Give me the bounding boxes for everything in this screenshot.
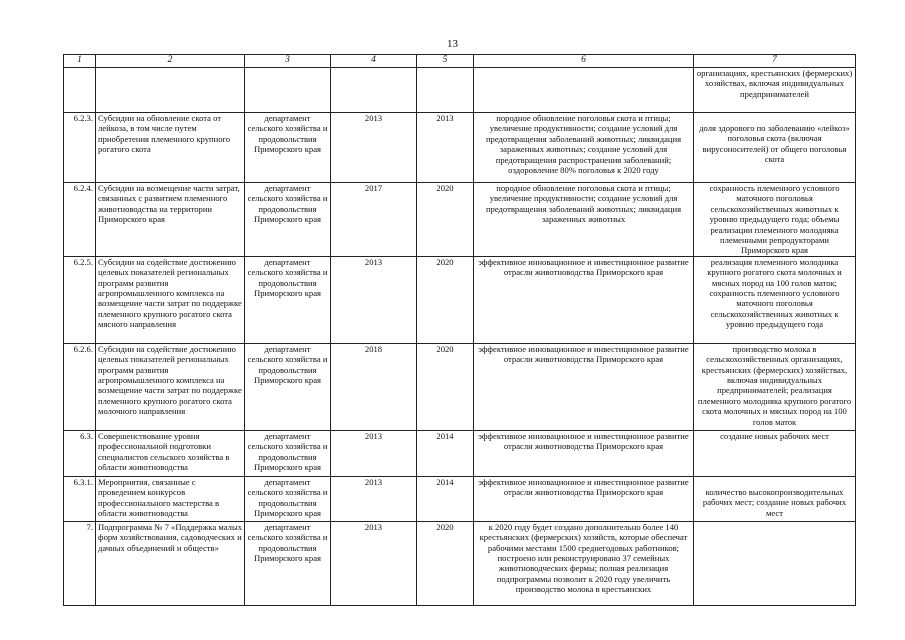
- result-cell: [474, 521, 694, 605]
- activity-name-cell-text: Подпрограмма № 7 «Поддержка малых форм хозяйствования, садоводческих и дачных объединений и обществ»: [98, 521, 243, 553]
- start-year-cell-text: 2018: [364, 343, 383, 354]
- indicator-cell-text: создание новых рабочих мест: [720, 430, 829, 441]
- activity-name-cell: [96, 521, 245, 605]
- executor-cell: [245, 476, 331, 521]
- indicator-cell: [694, 343, 856, 430]
- start-year-cell: [331, 183, 417, 257]
- result-cell: [474, 183, 694, 257]
- end-year-cell: [417, 476, 474, 521]
- table-row: [64, 430, 856, 476]
- header-cell: 7: [694, 55, 856, 68]
- table-row: [64, 183, 856, 257]
- end-year-cell-text: 2013: [436, 113, 454, 123]
- executor-cell: [245, 343, 331, 430]
- start-year-cell: [331, 476, 417, 521]
- result-cell-text: породное обновление поголовья скота и птицы; увеличение продуктивности; создание условий для предотвращения заболеваний животных; ликвидация зараженных животных; создание условий для предотвращения распространения заболеваний; оздоровление 80% поголовья к 2020 году: [485, 113, 682, 176]
- row-number-cell: [64, 113, 96, 183]
- header-cell: 3: [245, 55, 331, 68]
- indicator-cell-text: сохранность племенного условного маточного поголовья сельскохозяйственных животных к уровню предыдущего года; объемы реализации племенного молодняка племенными репродукторами Приморского края: [709, 183, 840, 256]
- result-cell: [474, 343, 694, 430]
- result-cell: [474, 476, 694, 521]
- activity-name-cell: [96, 256, 245, 343]
- start-year-cell: [331, 256, 417, 343]
- end-year-cell: [417, 343, 474, 430]
- row-number-cell-text: 6.3.: [80, 430, 93, 441]
- executor-cell-text: департамент сельского хозяйства и продовольствия Приморского края: [247, 183, 328, 225]
- result-cell: [474, 430, 694, 476]
- end-year-cell: [417, 521, 474, 605]
- header-cell: 2: [96, 55, 245, 68]
- indicator-cell: [694, 430, 856, 476]
- result-cell-text: эффективное инновационное и инвестиционное развитие отрасли животноводства Приморского края: [478, 256, 689, 278]
- indicator-cell: [694, 476, 856, 521]
- table-row: [64, 343, 856, 430]
- row-number-cell: [64, 343, 96, 430]
- activity-name-cell: [96, 183, 245, 257]
- end-year-cell: [417, 430, 474, 476]
- start-year-cell-text: 2013: [364, 113, 383, 123]
- row-number-cell: [64, 256, 96, 343]
- header-cell: 5: [417, 55, 474, 68]
- end-year-cell-text: 2020: [436, 521, 454, 532]
- executor-cell: [245, 256, 331, 343]
- start-year-cell-text: 2013: [364, 256, 383, 267]
- end-year-cell: [417, 256, 474, 343]
- end-year-cell-text: 2020: [436, 183, 454, 193]
- activity-name-cell-text: Мероприятия, связанные с проведением конкурсов профессионального мастерства в области животноводства: [98, 476, 220, 519]
- result-cell-text: эффективное инновационное и инвестиционное развитие отрасли животноводства Приморского края: [478, 476, 689, 498]
- row-number-cell: [64, 476, 96, 521]
- row-number-cell-text: 7.: [86, 521, 93, 532]
- end-year-cell-text: 2020: [436, 256, 454, 267]
- executor-cell: [245, 521, 331, 605]
- end-year-cell-text: 2020: [436, 343, 454, 354]
- indicator-cell: [694, 521, 856, 605]
- result-cell-text: эффективное инновационное и инвестиционное развитие отрасли животноводства Приморского края: [478, 430, 689, 452]
- indicator-cell: организациях, крестьянских (фермерских) хозяйствах, включая индивидуальных предпринимателей: [694, 68, 856, 113]
- executor-cell-text: департамент сельского хозяйства и продовольствия Приморского края: [247, 256, 328, 299]
- table-row: [64, 256, 856, 343]
- start-year-cell: [331, 343, 417, 430]
- start-year-cell-text: 2013: [364, 476, 383, 487]
- end-year-cell-text: 2014: [436, 476, 454, 487]
- header-cell: 4: [331, 55, 417, 68]
- header-cell: 6: [474, 55, 694, 68]
- indicator-cell-text: реализация племенного молодняка крупного рогатого скота молочных и мясных пород на 100 голов маток; сохранность племенного условного маточного поголовья сельскохозяйственных животных к уровню предыдущего года: [707, 256, 842, 330]
- indicator-cell-text: производство молока в сельскохозяйственных организациях, крестьянских (фермерских) хозяйствах, включая индивидуальных предпринимателей; реализация племенного молодняка крупного рогатого скота молочных и мясных пород на 100 голов маток: [697, 343, 852, 427]
- end-year-cell: [417, 113, 474, 183]
- activity-name-cell-text: Субсидии на возмещение части затрат, связанных с развитием племенного животноводства на территории Приморского края: [98, 183, 240, 225]
- executor-cell: [245, 430, 331, 476]
- row-number-cell-text: 6.2.3.: [73, 113, 93, 123]
- result-cell: [474, 256, 694, 343]
- activity-name-cell: [96, 113, 245, 183]
- indicator-cell: [694, 256, 856, 343]
- table-row: [64, 521, 856, 605]
- activity-name-cell: [96, 476, 245, 521]
- result-cell-text: к 2020 году будет создано дополнительно более 140 крестьянских (фермерских) хозяйств, которые обеспечат рабочими местами 1500 среднегодовых работников; построено или реконструировано 37 семейных животноводческих фермы; полная реализация подпрограммы позволит к 2020 году увеличить производство молока в крестьянских: [479, 521, 688, 595]
- continued-row: [64, 68, 856, 113]
- row-number-cell: [64, 183, 96, 257]
- header-cell: 1: [64, 55, 96, 68]
- table-row: [64, 476, 856, 521]
- table-row: [64, 113, 856, 183]
- indicator-cell: [694, 113, 856, 183]
- start-year-cell-text: 2013: [364, 430, 383, 441]
- executor-cell: [245, 113, 331, 183]
- result-cell-text: эффективное инновационное и инвестиционное развитие отрасли животноводства Приморского края: [478, 343, 689, 365]
- start-year-cell-text: 2017: [364, 183, 383, 193]
- row-number-cell: [64, 521, 96, 605]
- activity-name-cell-text: Совершенствование уровня профессиональной подготовки специалистов сельского хозяйства в области животноводства: [98, 430, 230, 473]
- page-number: 13: [447, 38, 458, 50]
- executor-cell-text: департамент сельского хозяйства и продовольствия Приморского края: [247, 521, 328, 564]
- end-year-cell: [417, 183, 474, 257]
- executor-cell-text: департамент сельского хозяйства и продовольствия Приморского края: [247, 113, 328, 155]
- row-number-cell-text: 6.2.5.: [73, 256, 93, 267]
- activity-name-cell: [96, 430, 245, 476]
- start-year-cell-text: 2013: [364, 521, 383, 532]
- activity-name-cell-text: Субсидии на содействие достижению целевых показателей региональных программ развития агропромышленного комплекса на возмещение части затрат по поддержке племенного крупного рогатого скота молочного направления: [98, 343, 242, 417]
- indicator-cell-text: доля здорового по заболеванию «лейкоз» поголовья скота (включая вирусоносителей) от общего поголовья скота: [699, 123, 850, 165]
- indicator-cell-text: количество высокопроизводительных рабочих мест; создание новых рабочих мест: [702, 486, 847, 518]
- row-number-cell-text: 6.3.1.: [73, 476, 93, 487]
- header-row: [64, 55, 856, 68]
- start-year-cell: [331, 113, 417, 183]
- row-number-cell: [64, 430, 96, 476]
- start-year-cell: [331, 521, 417, 605]
- executor-cell-text: департамент сельского хозяйства и продовольствия Приморского края: [247, 476, 328, 519]
- executor-cell: [245, 183, 331, 257]
- executor-cell-text: департамент сельского хозяйства и продовольствия Приморского края: [247, 430, 328, 473]
- activity-name-cell-text: Субсидии на обновление скота от лейкоза, в том числе путем приобретения племенного крупного рогатого скота: [98, 113, 231, 155]
- executor-cell-text: департамент сельского хозяйства и продовольствия Приморского края: [247, 343, 328, 386]
- program-table: [63, 54, 856, 606]
- activity-name-cell: [96, 343, 245, 430]
- indicator-cell: [694, 183, 856, 257]
- start-year-cell: [331, 430, 417, 476]
- row-number-cell-text: 6.2.6.: [73, 343, 93, 354]
- row-number-cell-text: 6.2.4.: [73, 183, 93, 193]
- result-cell-text: породное обновление поголовья скота и птицы; увеличение продуктивности; создание условий для предотвращения заболеваний животных; ликвидация зараженных животных: [485, 183, 682, 225]
- result-cell: [474, 113, 694, 183]
- end-year-cell-text: 2014: [436, 430, 454, 441]
- activity-name-cell-text: Субсидии на содействие достижению целевых показателей региональных программ развития агропромышленного комплекса на возмещение части затрат по поддержке племенного крупного рогатого скота мясного направления: [98, 256, 242, 330]
